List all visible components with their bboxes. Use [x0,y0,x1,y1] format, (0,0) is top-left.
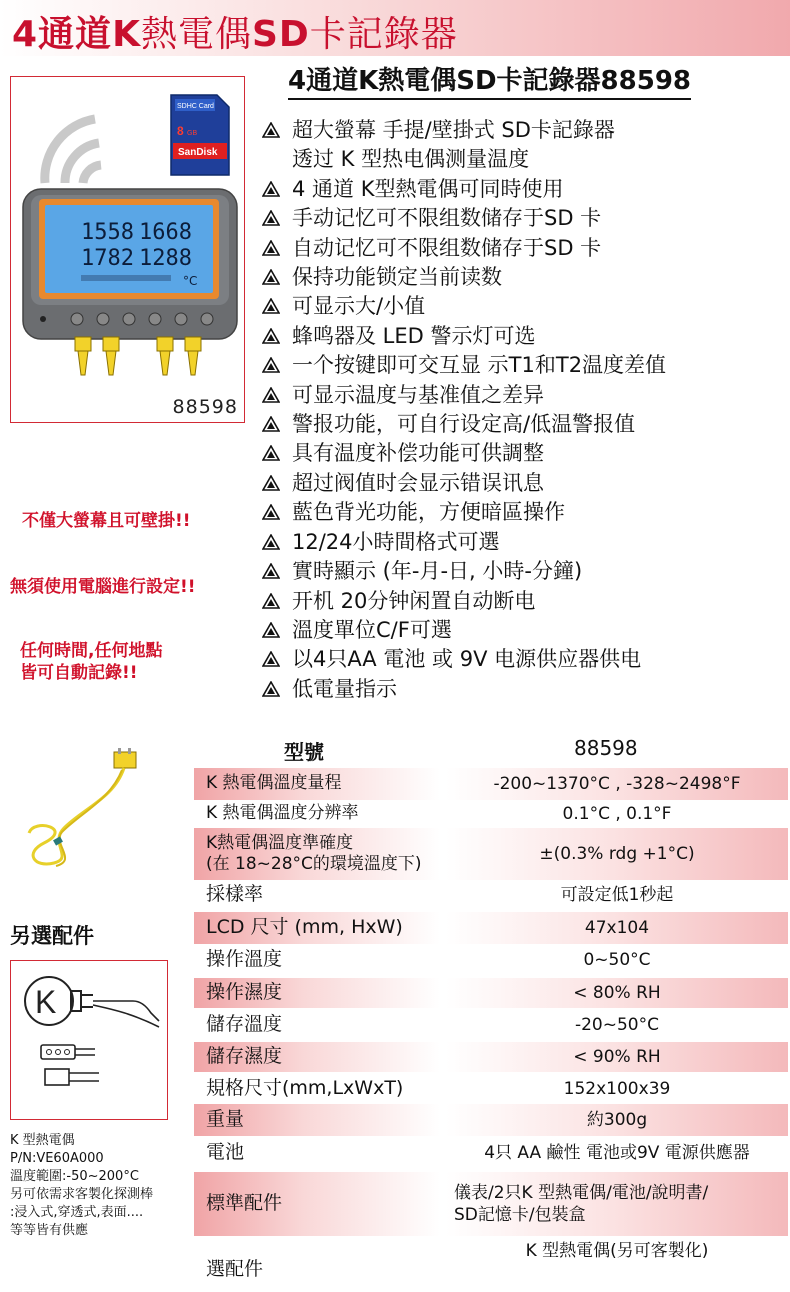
sd-card-icon [169,93,231,177]
spec-row: K 熱電偶溫度量程 -200~1370°C , -328~2498°F [194,768,788,800]
feature-item: 超过阀值时会显示错误讯息 [262,469,782,498]
feature-item: 4 通道 K型熱電偶可同時使用 [262,175,782,204]
feature-item: 實時顯示 (年-月-日, 小時-分鐘) [262,557,782,586]
warning-triangle-icon [262,681,280,697]
warning-triangle-icon [262,328,280,344]
warning-triangle-icon [262,475,280,491]
svg-text:SDHC Card: SDHC Card [177,103,214,110]
warning-triangle-icon [262,651,280,667]
feature-item: 自动记忆可不限组数储存于SD 卡 [262,234,782,263]
spec-row: 重量 約300g [194,1104,788,1136]
model-caption: 88598 [172,396,238,418]
feature-item: 可显示大/小值 [262,292,782,321]
warning-triangle-icon [262,504,280,520]
feature-list [262,116,782,704]
warning-triangle-icon [262,240,280,256]
feature-item: 可显示温度与基准值之差异 [262,381,782,410]
spec-row: K熱電偶溫度準確度 (在 18~28°C的環境溫度下) ±(0.3% rdg +1°C) [194,828,788,880]
spec-row: 採樣率 可設定低1秒起 [206,883,674,906]
feature-item: 蜂鸣器及 LED 警示灯可选 [262,322,782,351]
spec-row: K 熱電偶溫度分辨率 0.1°C , 0.1°F [206,803,672,824]
spec-header-label: 型號 [284,740,324,764]
spec-row: 規格尺寸(mm,LxWxT) 152x100x39 [206,1077,671,1100]
warning-triangle-icon [262,298,280,314]
feature-item: 超大螢幕 手提/壁掛式 SD卡記錄器 [262,116,782,145]
feature-item: 12/24小時間格式可選 [262,528,782,557]
warning-triangle-icon [262,622,280,638]
lcd-reading-2: 1668 [139,220,192,245]
feature-item: 具有温度补偿功能可供調整 [262,439,782,468]
spec-row: 儲存溫度 -20~50°C [206,1013,659,1036]
lcd-reading-4: 1288 [139,246,192,271]
svg-text:K: K [35,984,57,1020]
feature-item: 保持功能锁定当前读数 [262,263,782,292]
spec-row: 操作濕度 < 80% RH [194,978,788,1008]
slogan-anytime-line1: 任何時間,任何地點 [20,641,163,661]
accessories-title: 另選配件 [10,924,94,948]
k-thermocouple-accessory-icon [11,961,169,1121]
warning-triangle-icon [262,445,280,461]
svg-text:8: 8 [177,124,184,138]
warning-triangle-icon [262,563,280,579]
feature-item: 藍色背光功能，方便暗區操作 [262,498,782,527]
product-image-frame [10,76,245,423]
feature-item: 透过 K 型热电偶测量温度 [292,147,530,172]
warning-triangle-icon [262,122,280,138]
feature-item: 以4只AA 電池 或 9V 电源供应器供电 [262,645,782,674]
svg-text:SanDisk: SanDisk [178,147,218,158]
warning-triangle-icon [262,534,280,550]
spec-row: 選配件 K 型熱電偶(另可客製化) [206,1241,709,1281]
feature-item: 一个按键即可交互显 示T1和T2温度差值 [262,351,782,380]
feature-item: 开机 20分钟闲置自动断电 [262,587,782,616]
warning-triangle-icon [262,181,280,197]
warning-triangle-icon [262,416,280,432]
warning-triangle-icon [262,269,280,285]
header-banner [0,0,790,56]
svg-text:GB: GB [187,130,198,137]
warning-triangle-icon [262,210,280,226]
lcd-reading-1: 1558 [81,220,134,245]
warning-triangle-icon [262,357,280,373]
slogan-wall-mount: 不僅大螢幕且可壁掛!! [22,511,191,531]
banner-title: 4通道K熱電偶SD卡記錄器 [12,14,458,55]
accessory-image-frame [10,960,168,1120]
spec-row: LCD 尺寸 (mm, HxW) 47x104 [194,912,788,944]
slogan-no-pc: 無須使用電腦進行設定!! [10,577,196,597]
page-title: 4通道K熱電偶SD卡記錄器88598 [288,64,691,100]
lcd-unit: °C [183,274,198,288]
spec-row: 儲存濕度 < 90% RH [194,1042,788,1072]
thermocouple-probe-image [14,748,154,878]
warning-triangle-icon [262,593,280,609]
spec-row: 標準配件 儀表/2只K 型熱電偶/電池/說明書/ SD記憶卡/包裝盒 [194,1172,788,1236]
data-logger-device-image [21,185,239,385]
wireless-signal-icon [25,103,115,193]
feature-item: 溫度單位C/F可選 [262,616,782,645]
slogan-anytime-line2: 皆可自動記錄!! [20,663,138,683]
feature-item: 手动记忆可不限组数储存于SD 卡 [262,204,782,233]
warning-triangle-icon [262,387,280,403]
lcd-reading-3: 1782 [81,246,134,271]
feature-item: 警报功能，可自行设定高/低温警报值 [262,410,782,439]
spec-header-value: 88598 [574,736,638,760]
feature-item: 低電量指示 [262,675,782,704]
accessory-info: K 型熱電偶 P/N:VE60A000 溫度範圍:-50~200°C 另可依需求客製化探測棒 :浸入式,穿透式,表面.... 等等皆有供應 [10,1133,154,1238]
spec-row: 電池 4只 AA 鹼性 電池或9V 電源供應器 [206,1141,750,1164]
spec-row: 操作溫度 0~50°C [206,948,651,971]
